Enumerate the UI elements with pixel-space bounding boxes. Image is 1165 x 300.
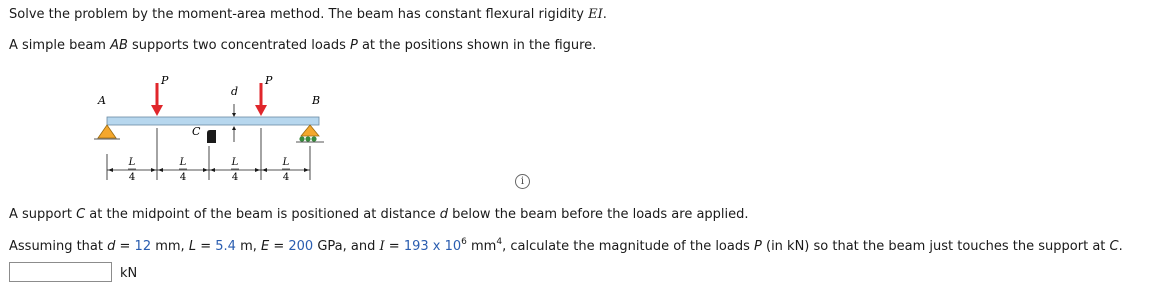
text: supports two concentrated loads	[127, 38, 350, 53]
label-a: A	[98, 94, 106, 107]
d-symbol: d	[439, 207, 448, 222]
roller-wheel	[311, 136, 316, 141]
problem-statement-line1	[9, 7, 607, 22]
text: m,	[235, 239, 261, 254]
support-description	[9, 207, 749, 222]
dim-label-num: L	[179, 157, 187, 168]
beam-figure	[0, 62, 340, 190]
text: (in kN) so that the beam just touches the support at	[761, 239, 1110, 254]
text: =	[115, 239, 135, 254]
d-arrowhead	[232, 113, 236, 117]
answer-input[interactable]	[9, 262, 112, 282]
text: A support	[9, 207, 77, 222]
text: =	[269, 239, 289, 254]
label-c: C	[192, 125, 201, 138]
label-d: d	[231, 85, 239, 98]
support-c	[207, 130, 216, 143]
text: at the positions shown in the figure.	[357, 38, 597, 53]
answer-unit: kN	[120, 266, 138, 281]
text: Solve the problem by the moment-area method. The beam has constant flexural rigidity	[9, 7, 589, 22]
beam	[107, 117, 319, 125]
i-symbol: I	[379, 239, 385, 254]
d-value: 12	[134, 239, 152, 254]
l-value: 5.4	[215, 239, 236, 254]
e-value: 200	[288, 239, 314, 254]
text: .	[1118, 239, 1123, 254]
i-value: 193 x 10	[403, 239, 462, 254]
text: Assuming that	[9, 239, 108, 254]
d-arrowhead	[232, 126, 236, 130]
roller-wheel	[299, 136, 304, 141]
beam-ab-symbol: AB	[110, 38, 128, 53]
text: , calculate the magnitude of the loads	[502, 239, 755, 254]
l-symbol: L	[188, 239, 197, 254]
dim-label-den: 4	[231, 172, 239, 183]
c-symbol: C	[76, 207, 86, 222]
e-symbol: E	[261, 239, 270, 254]
load-p-symbol: P	[349, 38, 358, 53]
label-p2: P	[265, 74, 273, 87]
roller-wheel	[305, 136, 310, 141]
label-p1: P	[161, 74, 169, 87]
p-symbol: P	[754, 239, 762, 254]
text: at the midpoint of the beam is positioned at distance	[85, 207, 440, 222]
load-arrowhead-2	[255, 105, 267, 116]
dim-label-den: 4	[128, 172, 136, 183]
roller-support-b	[301, 125, 319, 136]
dim-label-den: 4	[282, 172, 290, 183]
d-symbol: d	[107, 239, 116, 254]
text: A simple beam	[9, 38, 111, 53]
dim-label-den: 4	[179, 172, 187, 183]
info-icon[interactable]: i	[515, 174, 530, 189]
label-b: B	[312, 94, 321, 107]
text: =	[196, 239, 216, 254]
text: GPa, and	[313, 239, 380, 254]
load-arrowhead-1	[151, 105, 163, 116]
pin-support-a	[98, 125, 116, 138]
ei-symbol: EI	[588, 7, 603, 22]
text: mm	[466, 239, 497, 254]
i-exponent: 6	[461, 237, 467, 247]
text: mm,	[151, 239, 189, 254]
dim-label-num: L	[231, 157, 239, 168]
text: .	[602, 7, 607, 22]
dim-label-num: L	[282, 157, 290, 168]
c-symbol: C	[1109, 239, 1119, 254]
text: below the beam before the loads are applied.	[447, 207, 749, 222]
given-values	[9, 239, 1123, 254]
dim-label-num: L	[128, 157, 136, 168]
problem-statement-line2	[9, 38, 596, 53]
unit-exponent: 4	[496, 237, 503, 247]
text: =	[384, 239, 404, 254]
